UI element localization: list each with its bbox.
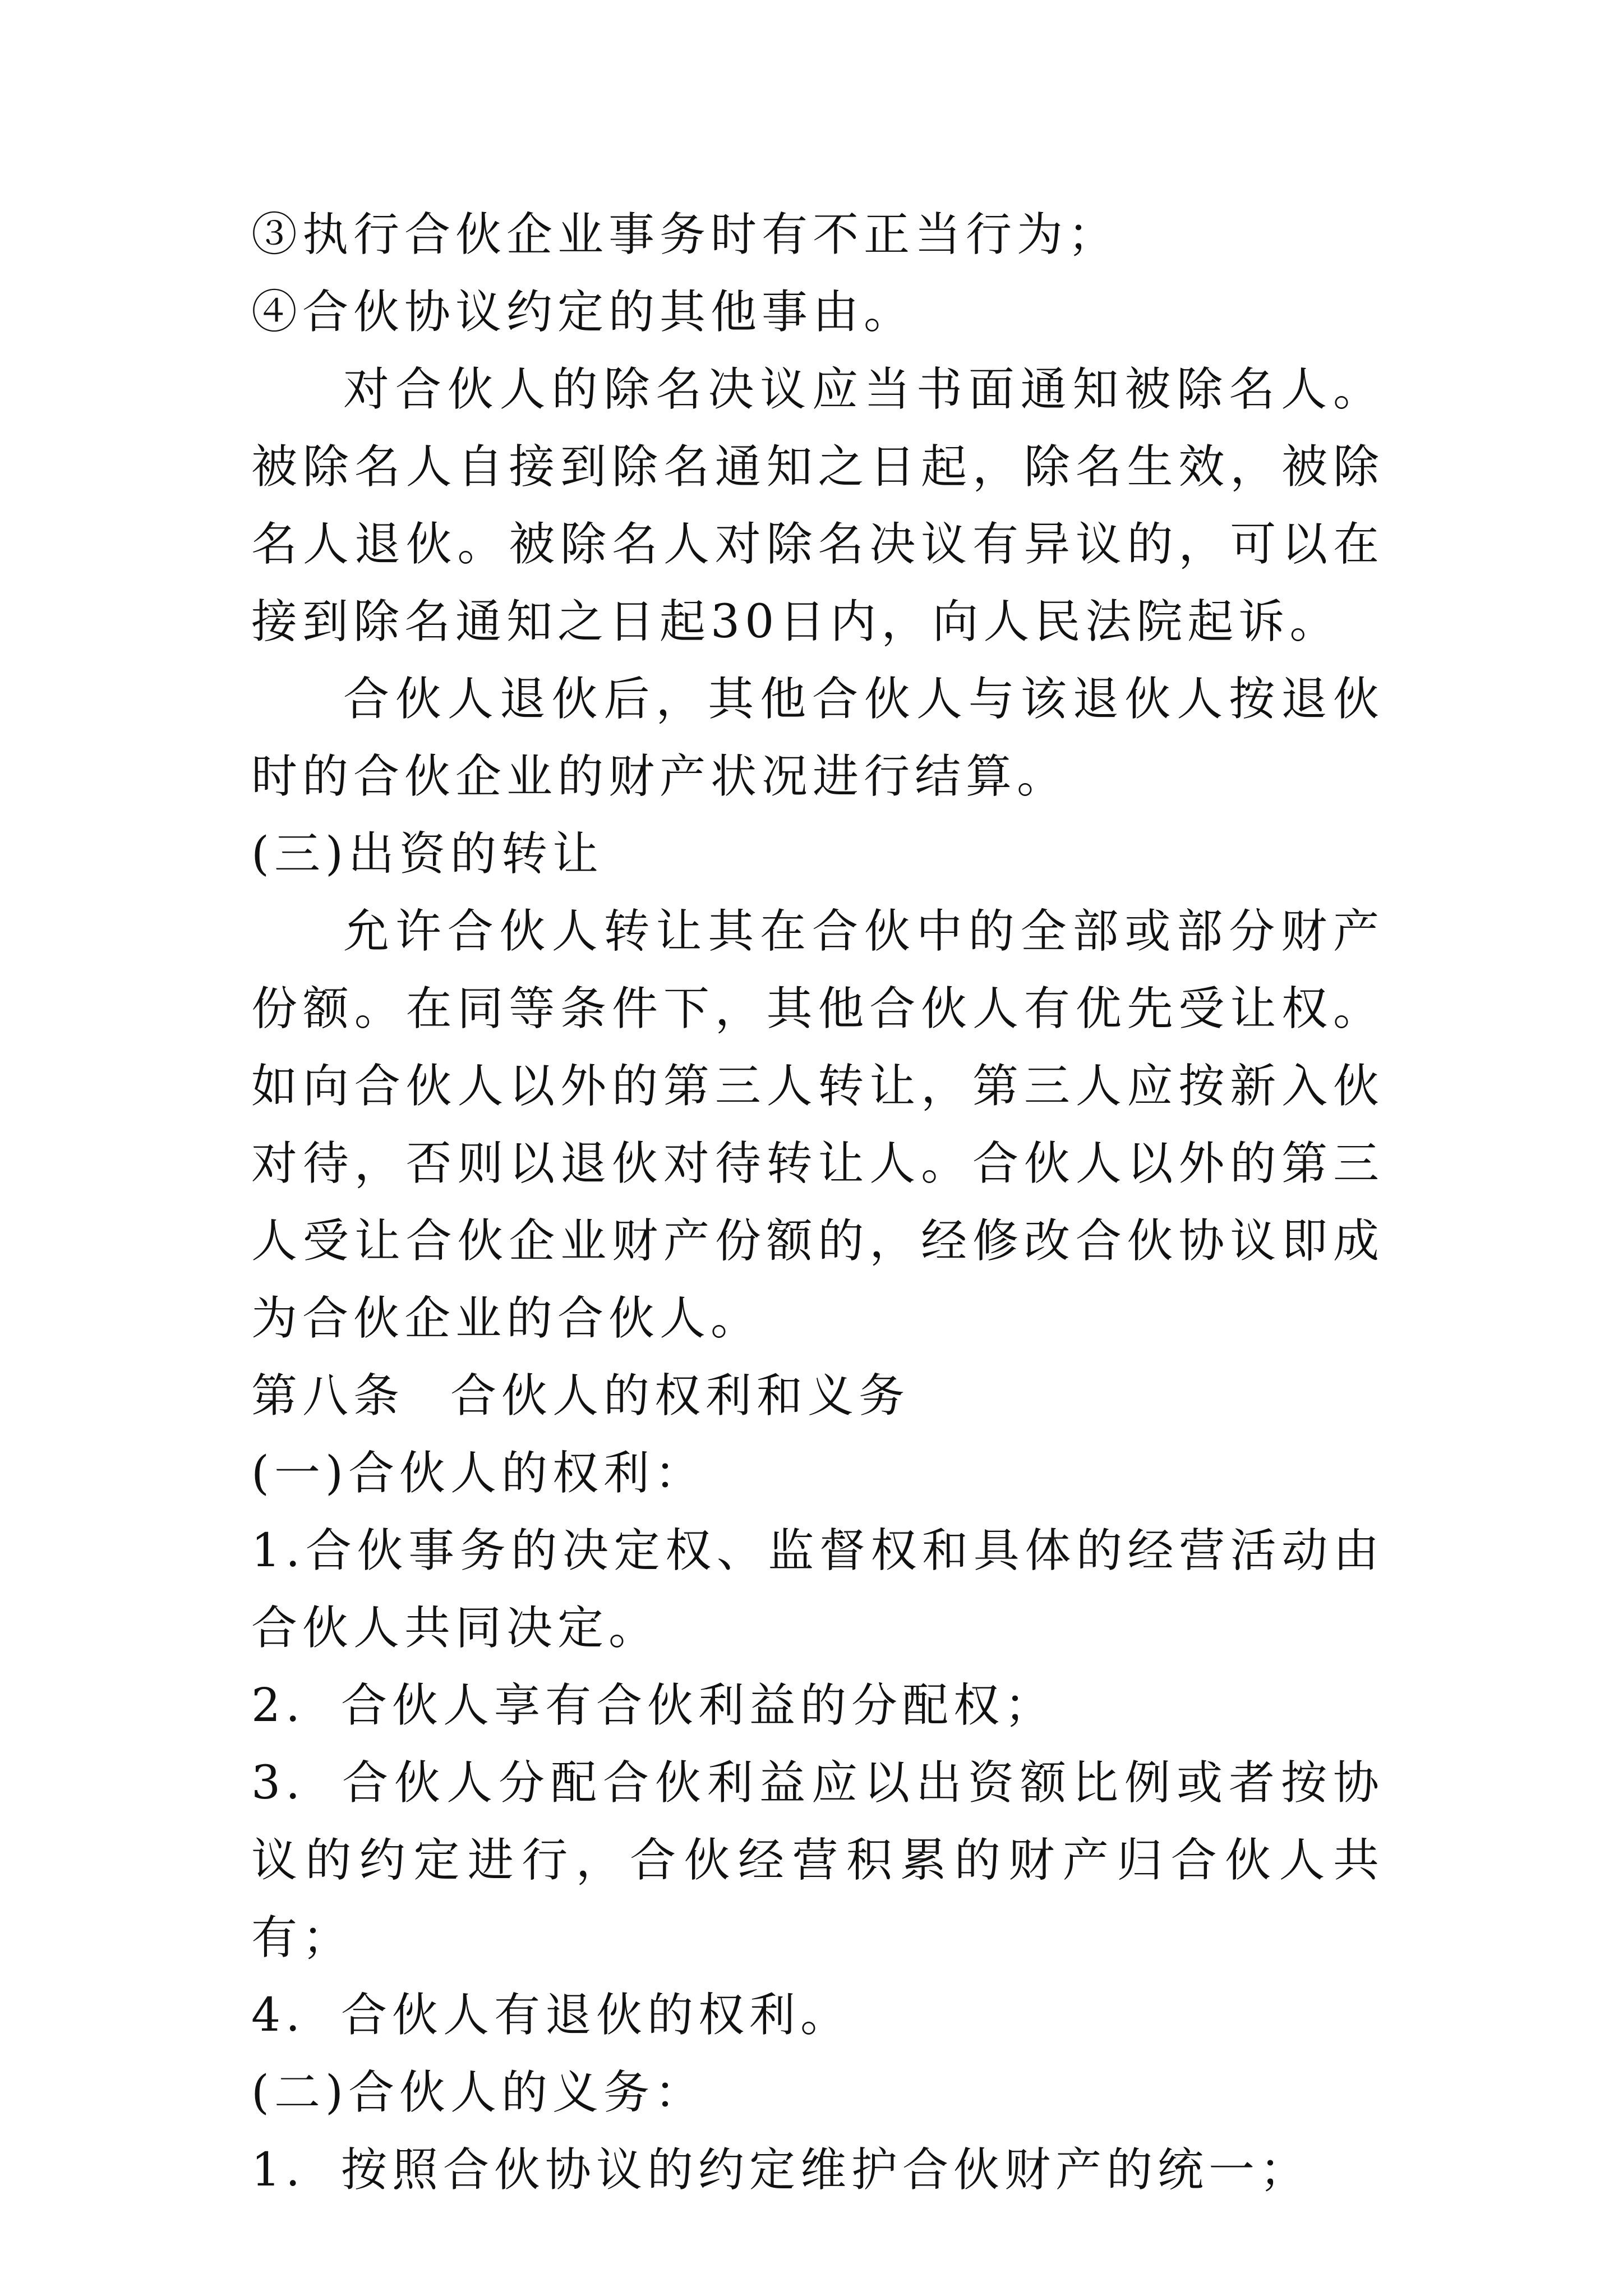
rights-item-4 [251,1977,1384,2054]
rights-item-4-number: 4. [251,1989,306,2042]
rights-item-1-text: 合伙事务的决定权、监督权和具体的经营活动由合伙人共同决定。 [251,1524,1384,1655]
rights-item-4-text: 合伙人有退伙的权利。 [341,1989,852,2042]
duties-item-1-text: 按照合伙协议的约定维护合伙财产的统一； [341,2143,1311,2197]
article-number: 第八条 [251,1369,405,1423]
rights-heading: (一)合伙人的权利： [251,1447,706,1500]
rights-item-2-text: 合伙人享有合伙利益的分配权； [341,1679,1056,1732]
rights-item-2-number: 2. [251,1679,306,1732]
article-title: 合伙人的权利和义务 [450,1369,910,1423]
capital-transfer-paragraph: 允许合伙人转让其在合伙中的全部或部分财产份额。在同等条件下，其他合伙人有优先受让权。如向合伙人以外的第三人转让，第三人应按新入伙对待，否则以退伙对待转让人。合伙人以外的第三人受让合伙企业财产份额的，经修改合伙协议即成为合伙企业的合伙人。 [251,905,1384,1345]
duties-item-1-number: 1. [251,2143,306,2197]
rights-item-1 [251,1512,1384,1667]
rights-item-1-number: 1. [251,1524,306,1577]
rights-item-3-number: 3. [251,1756,306,1810]
clause-item-4: ④合伙协议约定的其他事由。 [251,286,915,339]
rights-item-3 [251,1745,1384,1977]
withdrawal-settlement-paragraph: 合伙人退伙后，其他合伙人与该退伙人按退伙时的合伙企业的财产状况进行结算。 [251,673,1384,803]
article-8-heading [251,1358,1384,1435]
section-heading-capital-transfer: (三)出资的转让 [251,827,603,881]
document-body [251,196,1384,2209]
clause-item-3: ③执行合伙企业事务时有不正当行为； [251,208,1119,261]
duties-item-1 [251,2132,1384,2209]
duties-heading: (二)合伙人的义务： [251,2066,706,2119]
rights-item-3-text: 合伙人分配合伙利益应以出资额比例或者按协议的约定进行，合伙经营积累的财产归合伙人共有； [251,1756,1384,1964]
rights-item-2 [251,1667,1384,1745]
expulsion-notice-paragraph: 对合伙人的除名决议应当书面通知被除名人。被除名人自接到除名通知之日起，除名生效，被除名人退伙。被除名人对除名决议有异议的，可以在接到除名通知之日起30日内，向人民法院起诉。 [251,363,1384,648]
